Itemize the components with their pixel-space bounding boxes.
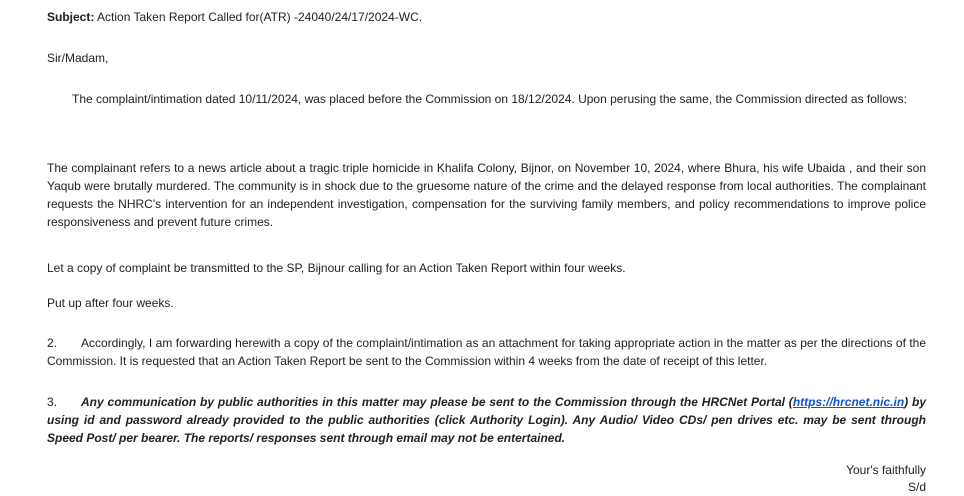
intro-paragraph: The complaint/intimation dated 10/11/2024, was placed before the Commission on 18/12/2024. Upon perusing the same, the Commission directed as follows: (72, 92, 907, 106)
point-3-text-after: ) by using id and password already provided to the public authorities (click Authority Login). Any Audio/ Video CDs/ pen drives etc. may be sent through Speed Post/ per bearer. The reports/ responses sent through email may not be entertained. (47, 395, 927, 445)
point-3-paragraph (47, 393, 926, 447)
subject-label: Subject: (47, 10, 95, 24)
hrcnet-link[interactable]: https://hrcnet.nic.in (792, 395, 905, 409)
complaint-paragraph: The complainant refers to a news article about a tragic triple homicide in Khalifa Colony, Bijnor, on November 10, 2024, where Bhura, his wife Ubaida , and their son Yaqub were brutally murdered. The community is in shock due to the gruesome nature of the crime and the delayed response from local authorities. The complainant requests the NHRC's intervention for an independent investigation, compensation for the surviving family members, and policy recommendations to improve police responsiveness and prevent future crimes. (47, 161, 926, 229)
put-up-paragraph: Put up after four weeks. (47, 296, 174, 310)
direction-paragraph: Let a copy of complaint be transmitted to the SP, Bijnour calling for an Action Taken Report within four weeks. (47, 261, 626, 275)
salutation: Sir/Madam, (47, 51, 109, 65)
subject-line (47, 8, 422, 26)
closing: Your's faithfully (846, 463, 926, 477)
point-3-number: 3. (47, 395, 58, 409)
subject-text: Action Taken Report Called for(ATR) -24040/24/17/2024-WC. (94, 10, 423, 24)
point-2-number: 2. (47, 336, 58, 350)
point-2-text: Accordingly, I am forwarding herewith a copy of the complaint/intimation as an attachment for taking appropriate action in the matter as per the directions of the Commission. It is requested that an Action Taken Report be sent to the Commission within 4 weeks from the date of receipt of this letter. (47, 336, 926, 368)
point-2-paragraph (47, 334, 926, 370)
signature: S/d (907, 480, 926, 494)
point-3-text-before: Any communication by public authorities in this matter may please be sent to the Commission through the HRCNet Portal ( (81, 395, 793, 409)
